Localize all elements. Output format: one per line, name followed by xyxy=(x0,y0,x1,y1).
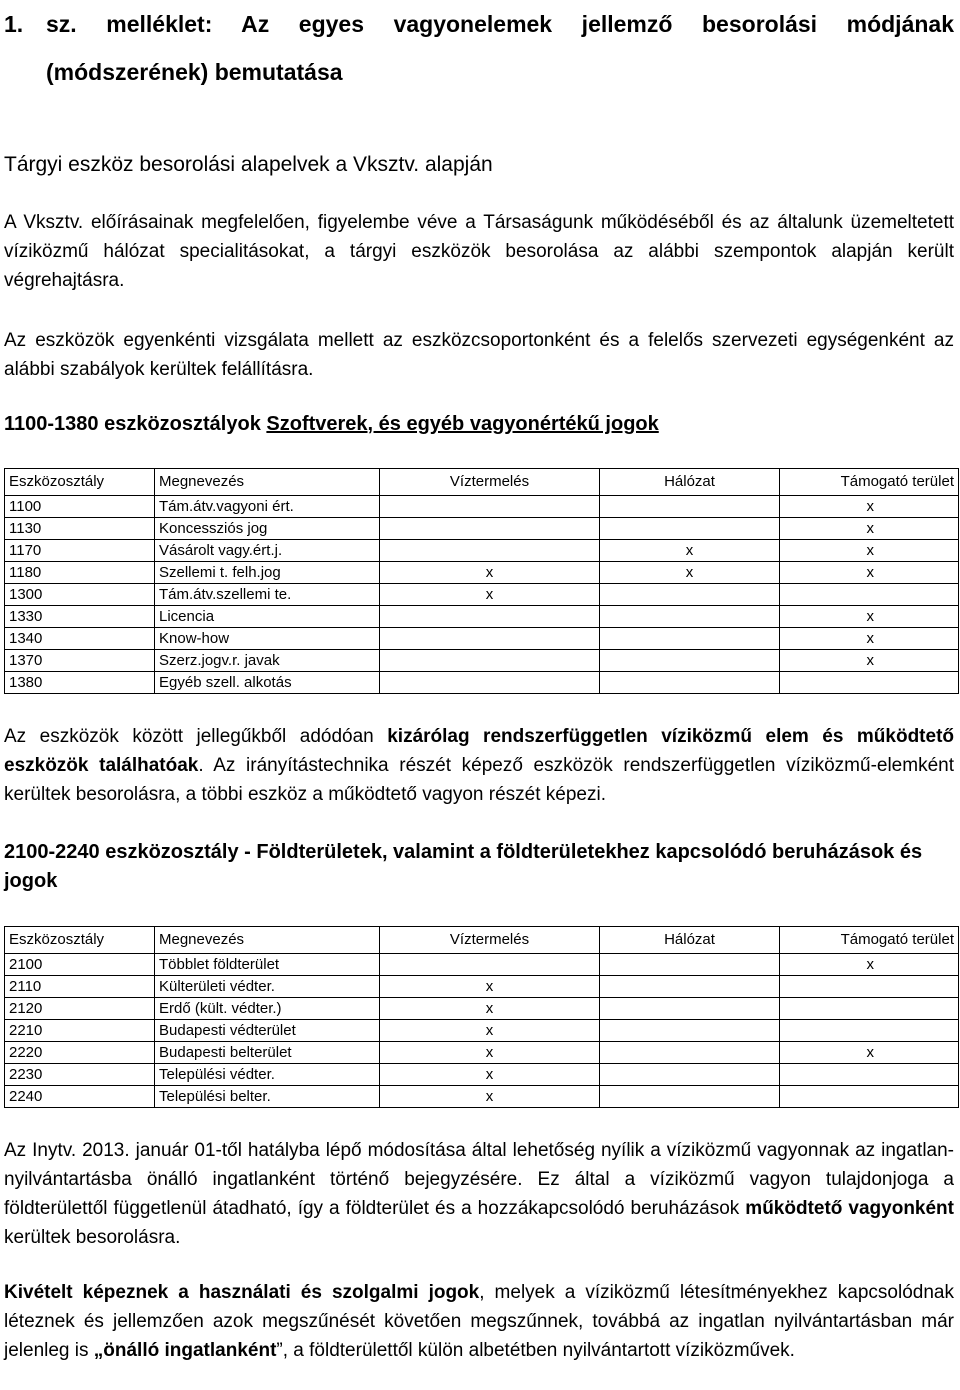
table-row xyxy=(5,998,959,1020)
table-cell xyxy=(600,584,780,606)
table-cell xyxy=(380,540,600,562)
table-cell: x xyxy=(780,954,959,976)
table-cell xyxy=(600,496,780,518)
table-cell: 1180 xyxy=(5,562,155,584)
table-cell xyxy=(780,672,959,694)
table-cell: Tám.átv.vagyoni ért. xyxy=(155,496,380,518)
table-cell: Települési védter. xyxy=(155,1064,380,1086)
table-cell: 2240 xyxy=(5,1086,155,1108)
table-cell xyxy=(600,954,780,976)
table-cell: x xyxy=(600,562,780,584)
title-line-1 xyxy=(4,0,954,48)
intro-paragraph: A Vksztv. előírásainak megfelelően, figyelembe véve a Társaságunk működéséből és az általunk üzemeltetett víziközmű hálózat specialitásokat, a tárgyi eszközök besorolása az alábbi szempontok alapján került végrehajtásra. xyxy=(4,212,954,291)
table-cell xyxy=(780,1086,959,1108)
table-cell xyxy=(600,998,780,1020)
table-cell xyxy=(600,976,780,998)
column-header: Megnevezés xyxy=(155,469,380,496)
table-cell: Szerz.jogv.r. javak xyxy=(155,650,380,672)
table-cell xyxy=(600,650,780,672)
asset-class-table-2 xyxy=(4,926,959,1108)
table-cell: Külterületi védter. xyxy=(155,976,380,998)
table-header-row xyxy=(5,469,959,496)
section-1-title xyxy=(4,410,954,439)
table-cell: Know-how xyxy=(155,628,380,650)
table-cell: Licencia xyxy=(155,606,380,628)
table-row xyxy=(5,628,959,650)
table-cell xyxy=(780,1020,959,1042)
table-row xyxy=(5,1020,959,1042)
table-cell: 2220 xyxy=(5,1042,155,1064)
table-cell: Egyéb szell. alkotás xyxy=(155,672,380,694)
table-cell: x xyxy=(600,540,780,562)
table-cell: x xyxy=(380,584,600,606)
table-cell: Koncessziós jog xyxy=(155,518,380,540)
table-cell xyxy=(380,628,600,650)
asset-class-table-1 xyxy=(4,468,959,694)
inytv-paragraph xyxy=(4,1136,954,1252)
table-cell xyxy=(600,518,780,540)
table-row xyxy=(5,540,959,562)
table-cell: x xyxy=(780,540,959,562)
table-row xyxy=(5,562,959,584)
table-cell: x xyxy=(380,976,600,998)
table-cell: Többlet földterület xyxy=(155,954,380,976)
subtitle: Tárgyi eszköz besorolási alapelvek a Vksztv. alapján xyxy=(4,153,493,176)
table-cell: 2100 xyxy=(5,954,155,976)
title-line-1-text: sz. melléklet: Az egyes vagyonelemek jellemző besorolási módjának xyxy=(46,11,954,37)
table-cell: 2210 xyxy=(5,1020,155,1042)
table-row xyxy=(5,954,959,976)
table-cell: x xyxy=(380,1020,600,1042)
table-row xyxy=(5,606,959,628)
table-cell: Szellemi t. felh.jog xyxy=(155,562,380,584)
table-cell xyxy=(600,1042,780,1064)
table-cell xyxy=(600,606,780,628)
table-cell: x xyxy=(780,1042,959,1064)
table-cell xyxy=(780,584,959,606)
exception-bold-1: Kivételt képeznek a használati és szolgalmi jogok xyxy=(4,1282,480,1303)
table-cell xyxy=(380,672,600,694)
page-title xyxy=(4,0,954,96)
exception-text-2: ”, a földterülettől külön albetétben nyilvántartott víziközművek. xyxy=(276,1340,795,1361)
column-header: Hálózat xyxy=(600,469,780,496)
table-cell xyxy=(780,998,959,1020)
table-cell xyxy=(780,1064,959,1086)
table-row xyxy=(5,518,959,540)
table-cell: 1130 xyxy=(5,518,155,540)
table-cell: 1340 xyxy=(5,628,155,650)
table-cell xyxy=(380,650,600,672)
table-cell: 1100 xyxy=(5,496,155,518)
table-row xyxy=(5,976,959,998)
table-cell xyxy=(600,1064,780,1086)
table-header-row xyxy=(5,927,959,954)
table-cell: x xyxy=(780,606,959,628)
exception-bold-2: „önálló ingatlanként xyxy=(93,1340,277,1361)
table-row xyxy=(5,1064,959,1086)
column-header: Megnevezés xyxy=(155,927,380,954)
column-header: Hálózat xyxy=(600,927,780,954)
table-cell: 1330 xyxy=(5,606,155,628)
table-cell xyxy=(380,496,600,518)
section-1-title-prefix: 1100-1380 eszközosztályok xyxy=(4,413,267,435)
table-row xyxy=(5,584,959,606)
title-line-2: (módszerének) bemutatása xyxy=(46,59,343,85)
table-row xyxy=(5,672,959,694)
table-cell: Budapesti belterület xyxy=(155,1042,380,1064)
table-cell: x xyxy=(380,1086,600,1108)
table-cell: x xyxy=(780,650,959,672)
table-cell xyxy=(600,672,780,694)
notes-paragraph xyxy=(4,722,954,809)
table-cell xyxy=(600,628,780,650)
exception-paragraph xyxy=(4,1278,954,1365)
section-2-title: 2100-2240 eszközosztály - Földterületek, valamint a földterületekhez kapcsolódó beruházások és jogok xyxy=(4,841,923,892)
column-header: Víztermelés xyxy=(380,927,600,954)
table-cell xyxy=(380,518,600,540)
table-row xyxy=(5,1086,959,1108)
table-cell: Tám.átv.szellemi te. xyxy=(155,584,380,606)
table-cell xyxy=(780,976,959,998)
table-row xyxy=(5,1042,959,1064)
exception-text-1: , melyek a víziközmű létesítményekhez kapcsolódnak léteznek és jellemzően azok megszűnését követően megszűnnek, továbbá az ingatlan nyilvántartásban már jelenleg is xyxy=(4,1282,954,1361)
table-cell: x xyxy=(380,562,600,584)
table-cell: x xyxy=(380,1064,600,1086)
table-row xyxy=(5,650,959,672)
title-number: 1. xyxy=(4,11,24,37)
column-header: Támogató terület xyxy=(780,927,959,954)
table-cell: Erdő (kült. védter.) xyxy=(155,998,380,1020)
table-cell xyxy=(380,954,600,976)
table-cell: Települési belter. xyxy=(155,1086,380,1108)
table-cell: 1170 xyxy=(5,540,155,562)
rules-paragraph: Az eszközök egyenkénti vizsgálata mellett az eszközcsoportonként és a felelős szervezeti egységenként az alábbi szabályok kerültek felállításra. xyxy=(4,330,954,380)
column-header: Eszközosztály xyxy=(5,469,155,496)
inytv-text-1: Az Inytv. 2013. január 01-től hatályba lépő módosítása által lehetőség nyílik a víziközmű vagyonnak az ingatlan-nyilvántartásba önálló ingatlanként történő bejegyzésére. Ez által a víziközmű vagyon tulajdonjoga a földterülettől függetlenül átadható, így a földterület és a hozzákapcsolódó beruházások xyxy=(4,1140,954,1219)
table-cell: Vásárolt vagy.ért.j. xyxy=(155,540,380,562)
column-header: Támogató terület xyxy=(780,469,959,496)
table-cell: 1380 xyxy=(5,672,155,694)
table-cell xyxy=(600,1086,780,1108)
table-cell: x xyxy=(780,628,959,650)
table-cell: 2230 xyxy=(5,1064,155,1086)
table-cell: x xyxy=(380,1042,600,1064)
column-header: Víztermelés xyxy=(380,469,600,496)
inytv-bold: működtető vagyonként xyxy=(745,1198,954,1219)
table-cell: x xyxy=(780,562,959,584)
table-cell xyxy=(380,606,600,628)
table-cell: x xyxy=(380,998,600,1020)
notes-text-2: . Az irányítástechnika részét képező eszközök rendszerfüggetlen víziközmű-elemként kerültek besorolásra, a többi eszköz a működtető vagyon részét képezi. xyxy=(4,755,954,805)
table-cell: x xyxy=(780,518,959,540)
inytv-text-2: kerültek besorolásra. xyxy=(4,1227,181,1248)
table-cell: 1370 xyxy=(5,650,155,672)
section-1-title-underlined: Szoftverek, és egyéb vagyonértékű jogok xyxy=(266,413,659,435)
table-row xyxy=(5,496,959,518)
notes-text-1: Az eszközök között jellegűkből adódóan xyxy=(4,726,388,747)
table-cell: x xyxy=(780,496,959,518)
table-cell: 2120 xyxy=(5,998,155,1020)
table-cell: 1300 xyxy=(5,584,155,606)
table-cell xyxy=(600,1020,780,1042)
notes-bold: kizárólag rendszerfüggetlen víziközmű elem és működtető eszközök találhatóak xyxy=(4,726,955,776)
column-header: Eszközosztály xyxy=(5,927,155,954)
table-cell: Budapesti védterület xyxy=(155,1020,380,1042)
table-cell: 2110 xyxy=(5,976,155,998)
